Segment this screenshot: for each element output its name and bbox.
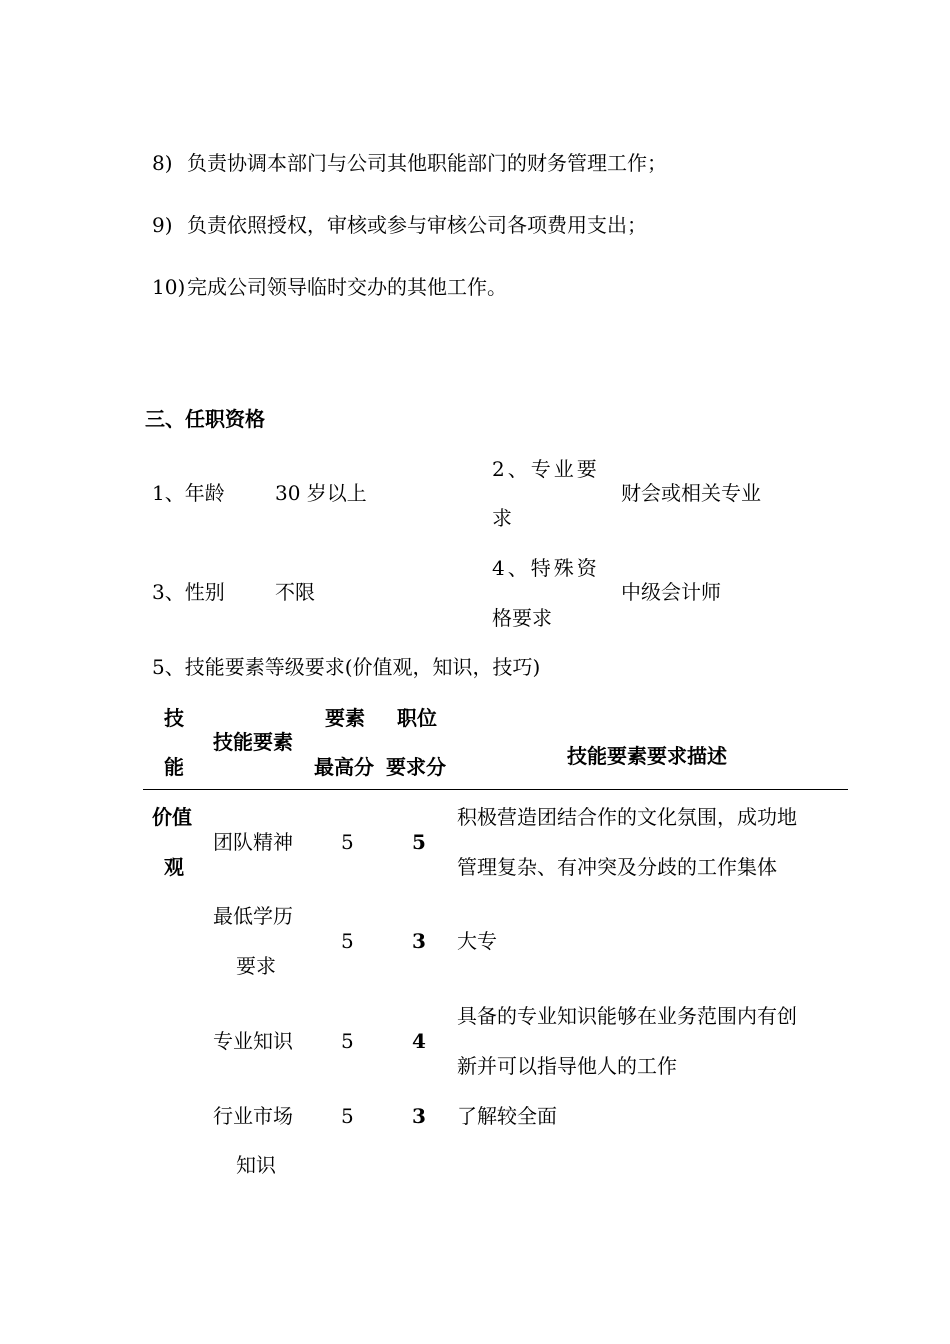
row4-element-2: 知识 [236,1153,276,1177]
header-element: 技能要素 [213,730,293,754]
header-max-2: 最高分 [314,755,374,779]
qual-special-label-1: 4、特殊资 [492,556,600,580]
row2-req: 3 [412,929,426,953]
qual-gender-value: 不限 [275,580,315,604]
qual-major-label-1: 2、专业要 [492,457,600,481]
duty-text-10: 完成公司领导临时交办的其他工作。 [187,275,507,299]
duty-num-10: 10) [152,275,186,299]
qual-special-value: 中级会计师 [621,580,721,604]
qual-age-value: 30 岁以上 [275,481,367,505]
header-skill-1: 技 [164,706,184,730]
qual-special-label-2: 格要求 [492,606,552,630]
row3-element: 专业知识 [213,1029,293,1053]
table-header-rule [143,789,848,790]
row4-element-1: 行业市场 [213,1104,293,1128]
row3-desc-2: 新并可以指导他人的工作 [457,1054,677,1078]
row2-max: 5 [341,929,354,953]
row2-desc-1: 大专 [457,929,497,953]
category-1: 价值 [152,805,192,829]
header-max-1: 要素 [325,706,365,730]
header-req-1: 职位 [397,706,437,730]
header-req-2: 要求分 [386,755,446,779]
qual-major-value: 财会或相关专业 [621,481,761,505]
row3-max: 5 [341,1029,354,1053]
row1-element: 团队精神 [213,830,293,854]
row2-element-2: 要求 [236,954,276,978]
row1-desc-1: 积极营造团结合作的文化氛围，成功地 [457,805,797,829]
duty-text-9: 负责依照授权，审核或参与审核公司各项费用支出； [187,213,647,237]
header-skill-2: 能 [164,755,184,779]
duty-num-8: 8) [152,151,173,175]
row4-req: 3 [412,1104,426,1128]
row1-max: 5 [341,830,354,854]
header-desc: 技能要素要求描述 [567,744,727,768]
qual-gender-label: 3、性别 [152,580,225,604]
row4-desc-1: 了解较全面 [457,1104,557,1128]
section-title: 三、任职资格 [145,407,265,431]
row4-max: 5 [341,1104,354,1128]
row1-req: 5 [412,830,426,854]
qual-major-label-2: 求 [492,506,512,530]
row1-desc-2: 管理复杂、有冲突及分歧的工作集体 [457,855,777,879]
skills-title: 5、技能要素等级要求(价值观，知识，技巧) [152,655,541,679]
row3-req: 4 [412,1029,426,1053]
row2-element-1: 最低学历 [213,904,293,928]
row3-desc-1: 具备的专业知识能够在业务范围内有创 [457,1004,797,1028]
category-2: 观 [164,855,184,879]
duty-text-8: 负责协调本部门与公司其他职能部门的财务管理工作； [187,151,667,175]
duty-num-9: 9) [152,213,173,237]
qual-age-label: 1、年龄 [152,481,225,505]
